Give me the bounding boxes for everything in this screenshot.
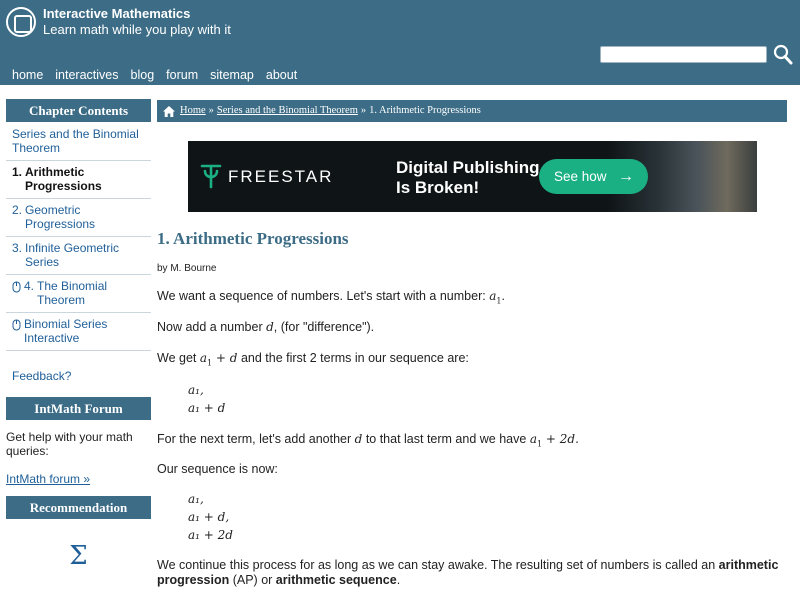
math-d: d — [354, 432, 363, 446]
toc-item-label[interactable]: Geometric Progressions — [25, 203, 96, 231]
breadcrumb-current: 1. Arithmetic Progressions — [369, 105, 481, 116]
search-input[interactable] — [600, 46, 767, 63]
breadcrumb-separator: » — [208, 105, 214, 116]
ad-headline-line1: Digital Publishing — [396, 158, 540, 177]
ad-see-how-button[interactable] — [539, 159, 648, 194]
home-icon[interactable] — [163, 106, 175, 117]
paragraph-4 — [157, 432, 579, 451]
ad-headline-line2: Is Broken! — [396, 178, 480, 197]
main-nav — [12, 68, 297, 82]
toc-item-label[interactable]: Binomial Series Interactive — [24, 317, 108, 345]
toc-item-infinite-geometric-series[interactable] — [6, 237, 151, 275]
math-var: a — [199, 351, 208, 365]
chapter-link-label[interactable]: Series and the Binomial Theorem — [12, 127, 139, 155]
paragraph-3 — [157, 351, 469, 370]
p3-text-b: and the first 2 terms in our sequence are: — [240, 351, 469, 365]
ad-brand: FREESTAR — [228, 167, 334, 186]
paragraph-1: We want a sequence of numbers. Let's start with a number: $a_1$. — [157, 289, 505, 306]
breadcrumb-section[interactable]: Series and the Binomial Theorem — [216, 105, 358, 116]
search-icon[interactable] — [772, 44, 794, 66]
forum-link[interactable]: IntMath forum » — [6, 472, 91, 486]
sidebar — [6, 99, 151, 571]
p6-text-a: We continue this process for as long as we can stay awake. The resulting set of numbers is called an — [157, 558, 716, 572]
math-a1 — [489, 289, 502, 306]
mouse-icon — [12, 281, 21, 293]
nav-blog[interactable]: blog — [130, 68, 155, 82]
sigma-icon[interactable]: Σ — [69, 541, 88, 571]
forum-heading: IntMath Forum — [6, 397, 151, 420]
nav-interactives[interactable]: interactives — [55, 68, 119, 82]
sequence-2-term-2: a₁ + d, — [188, 510, 230, 524]
math-a1-plus-d — [199, 351, 238, 368]
math-tail: + d — [212, 351, 238, 365]
p4-text-b: to that last term and we have — [365, 432, 527, 446]
math-sub: 1 — [536, 439, 543, 449]
sequence-2-term-1: a₁, — [188, 492, 204, 506]
paragraph-6 — [157, 558, 787, 588]
ad-button-label: See how — [554, 169, 607, 184]
breadcrumb-separator: » — [360, 105, 367, 116]
math-var: a — [529, 432, 537, 446]
toc-item-label: Arithmetic Progressions — [25, 165, 102, 193]
math-tail: + 2d. — [542, 432, 579, 446]
forum-description: Get help with your math queries: — [6, 430, 133, 458]
toc-item-number: 4. — [24, 279, 35, 293]
page-title: 1. Arithmetic Progressions — [157, 229, 349, 248]
p6-bold-term-1: arithmetic progression — [157, 558, 779, 587]
p6-text-c: . — [396, 573, 401, 587]
toc-item-binomial-theorem[interactable] — [6, 275, 151, 313]
ad-headline — [396, 158, 540, 198]
nav-forum[interactable]: forum — [166, 68, 199, 82]
byline: by M. Bourne — [157, 263, 217, 274]
feedback-link[interactable]: Feedback? — [12, 369, 72, 383]
arrow-right-icon: → — [618, 168, 634, 185]
intmath-logo-icon[interactable] — [6, 7, 36, 37]
toc-item-arithmetic-progressions[interactable] — [6, 161, 151, 199]
toc-item-number: 3. — [12, 241, 23, 255]
sequence-1-term-1: a₁, — [188, 383, 204, 397]
p6-text-b: (AP) or — [229, 573, 276, 587]
math-sub: 1 — [496, 296, 502, 306]
math-d: d — [266, 320, 274, 334]
recommendation-heading: Recommendation — [6, 496, 151, 519]
toc-item-label[interactable]: The Binomial Theorem — [37, 279, 108, 307]
toc-item-number: 1. — [12, 165, 23, 179]
toc-item-number: 2. — [12, 203, 23, 217]
p2-text-a: Now add a number — [157, 320, 263, 334]
chapter-contents-heading: Chapter Contents — [6, 99, 151, 122]
paragraph-2 — [157, 320, 374, 335]
sequence-2-term-3: a₁ + 2d — [188, 528, 233, 542]
math-a1-plus-2d — [529, 432, 579, 449]
site-header — [0, 0, 800, 85]
mouse-icon — [12, 319, 21, 331]
site-title[interactable]: Interactive Mathematics — [43, 6, 191, 21]
toc-item-geometric-progressions[interactable] — [6, 199, 151, 237]
nav-about[interactable]: about — [265, 68, 298, 82]
toc-item-binomial-series-interactive[interactable] — [6, 313, 151, 351]
breadcrumb — [157, 100, 787, 122]
toc-item-label[interactable]: Infinite Geometric Series — [25, 241, 120, 269]
site-tagline: Learn math while you play with it — [43, 22, 231, 37]
main-content — [157, 100, 787, 587]
p2-text-b: , (for "difference"). — [273, 320, 375, 334]
p3-text-a: We get — [157, 351, 197, 365]
advertisement-banner[interactable] — [188, 141, 757, 212]
p1-text: We want a sequence of numbers. Let's start with a number: — [157, 289, 486, 303]
p4-text-a: For the next term, let's add another — [157, 432, 352, 446]
math-sub: 1 — [207, 358, 213, 368]
chapter-link[interactable] — [6, 122, 151, 161]
freestar-logo-icon — [200, 163, 222, 189]
breadcrumb-home[interactable]: Home — [180, 105, 206, 116]
sequence-1-term-2: a₁ + d — [188, 401, 226, 415]
nav-home[interactable]: home — [12, 68, 44, 82]
paragraph-5: Our sequence is now: — [157, 462, 278, 476]
p6-bold-term-2: arithmetic sequence — [275, 573, 397, 587]
math-var: a — [489, 289, 497, 303]
nav-sitemap[interactable]: sitemap — [210, 68, 254, 82]
